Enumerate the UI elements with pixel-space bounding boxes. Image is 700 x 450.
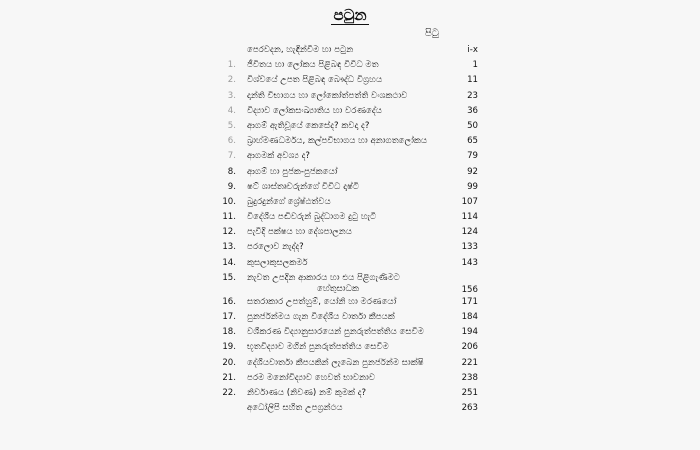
toc-entry-number: 12. (222, 227, 236, 238)
toc-entry-title (247, 168, 442, 177)
toc-entry (210, 183, 478, 198)
toc-entry-page: 11 (467, 75, 478, 86)
toc-entry-title (247, 61, 442, 70)
toc-entry-number: 14. (222, 257, 236, 268)
toc-entry (210, 389, 478, 404)
toc-entry-page: 156 (461, 284, 478, 295)
toc-entry-number: 3. (227, 90, 236, 101)
toc-entry-page: 143 (461, 257, 478, 268)
toc-entry (210, 359, 478, 374)
toc-entry-page: 124 (461, 227, 478, 238)
toc-entry-title-line: විශ්වයේ උපත පිළිබඳ බෞද්ධ විග්‍රහය (247, 75, 383, 86)
toc-entry-title (247, 137, 442, 146)
toc-entry-title-line: විද්‍යාව ලෝකසංඛ්‍යාතිය හා වරණදේය (247, 105, 382, 116)
toc-entry-page: 114 (461, 212, 478, 223)
toc-entry-title-line: සතරාකාර උපත්හුම්, යෝනි හා මරණයෝ (247, 296, 397, 307)
toc-entry-page: 50 (467, 120, 478, 131)
toc-entry-title (247, 183, 442, 192)
toc-entry (210, 152, 478, 167)
toc-entry-page: 36 (467, 105, 478, 116)
toc-entry-number: 15. (222, 272, 236, 283)
toc-entry-title (247, 213, 442, 222)
page-column-header: පිටු (425, 28, 439, 39)
toc-entry-title-line: ජීවිතය හා ලෝකය පිළිබඳ විවිධ මත (247, 60, 379, 71)
toc-entry-page: 221 (461, 357, 478, 368)
toc-entry (210, 404, 478, 419)
toc-entry-number: 19. (222, 342, 236, 353)
toc-entry-title-line: බ්‍රාහ්මණධර්මය, කල්පවිභාගය හා අනාගතලෝකය (247, 136, 428, 147)
toc-entry-page: 23 (467, 90, 478, 101)
toc-entry-title (247, 152, 442, 161)
toc-entry-title (247, 46, 442, 55)
toc-entry-number: 10. (222, 196, 236, 207)
toc-entry-number: 22. (222, 387, 236, 398)
toc-entry-page: 1 (472, 60, 478, 71)
toc-entry-title (247, 389, 442, 398)
toc-entry-page: 184 (461, 312, 478, 322)
toc-entry (210, 243, 478, 258)
toc-entry-number: 20. (222, 357, 236, 368)
toc-entry-title (247, 343, 442, 352)
toc-entry-number: 8. (227, 166, 236, 177)
toc-entry-title-line: පරම මනෝවිද්‍යාව හෙවත් භාවනාව (247, 372, 376, 383)
toc-entry-title-line: හේතුසාධක (317, 284, 359, 295)
toc-entry-title (247, 76, 442, 85)
toc-entry-number: 2. (227, 75, 236, 86)
toc-entry-title-line: ආගම් ඇතිවූයේ කෙසේද? කවදා ද? (247, 120, 370, 131)
toc-entry-number: 4. (227, 105, 236, 116)
toc-entry-title (247, 243, 442, 252)
toc-entry-title-line: පුනර්ජන්මය ගැන විදේශීය වාර්තා කීපයක් (247, 312, 395, 322)
toc-entry-title (247, 298, 442, 307)
toc-entry-title-line: පැවිදි පක්ෂය හා දේශපාලනය (247, 227, 352, 238)
toc-entry-title (247, 259, 442, 268)
toc-entry-page: 206 (461, 342, 478, 353)
toc-entry-title (247, 359, 442, 368)
toc-entry-title-line: බුදුරදුන්ගේ ශ්‍රේෂ්ඨත්වය (247, 196, 331, 207)
toc-entry-title (247, 374, 442, 383)
toc-entry-title-line: ආගමක් අවශ්‍ය ද? (247, 151, 310, 162)
toc-entry-title (247, 198, 442, 207)
table-of-contents (210, 46, 478, 419)
toc-entry (210, 374, 478, 389)
toc-entry-page: 92 (467, 166, 478, 177)
toc-entry-number: 18. (222, 327, 236, 338)
toc-entry (210, 298, 478, 313)
toc-entry-number: 13. (222, 242, 236, 253)
toc-entry-title-line: අධෝලිපි සහිත උපග්‍රන්ථය (247, 403, 343, 414)
toc-entry-page: 263 (461, 403, 478, 414)
toc-entry-page: 79 (467, 151, 478, 162)
toc-entry-number: 6. (227, 136, 236, 147)
toc-entry (210, 198, 478, 213)
toc-entry-title (247, 228, 442, 237)
toc-entry-number: 5. (227, 120, 236, 131)
toc-entry (210, 343, 478, 358)
toc-entry-title (247, 328, 442, 337)
toc-entry-title-line: ෂට් ශාස්තෘවරුන්ගේ විවිධ දෘෂ්ටි (247, 181, 360, 192)
toc-entry-page: 99 (467, 181, 478, 192)
page-title: පටුන (333, 6, 367, 24)
toc-entry-title-line: පරලොව නැද්ද? (247, 242, 304, 253)
toc-entry-page: 171 (461, 296, 478, 307)
toc-entry (210, 213, 478, 228)
toc-entry (210, 107, 478, 122)
toc-entry (210, 274, 478, 298)
toc-entry-title-line: කුසලාකුසලකර්ම (247, 257, 308, 268)
toc-entry (210, 122, 478, 137)
toc-entry (210, 76, 478, 91)
toc-entry-title-line: විදේශීය පඬිවරුන් බුද්ධාගම දුටු හැටි (247, 212, 377, 223)
toc-entry-title-line: නිර්වාණය (නිවණ) නම් කුමක් ද? (247, 387, 367, 398)
toc-entry-title-line: දේශීයවාර්තා කීපයකින් ලැබෙන පුනර්ජන්ම සාක්ෂි (247, 357, 424, 368)
toc-entry-number: 21. (222, 372, 236, 383)
toc-entry-number: 1. (227, 60, 236, 71)
toc-entry-page: 251 (461, 387, 478, 398)
toc-entry-number: 11. (222, 212, 236, 223)
toc-entry-title (247, 313, 442, 322)
toc-entry-page: 238 (461, 372, 478, 383)
toc-entry-title (247, 107, 442, 116)
toc-entry-page: 65 (467, 136, 478, 147)
toc-entry-title (247, 274, 442, 294)
toc-entry-page: i-x (467, 45, 478, 55)
toc-entry-title-line: දාන්ති විභාගය හා ලෝකෝත්පත්ති වංශකථාව (247, 90, 408, 101)
toc-entry-title (247, 122, 442, 131)
toc-entry (210, 92, 478, 107)
toc-entry-page: 194 (461, 327, 478, 338)
toc-entry-title-line: භූතවිද්‍යාව මගින් පුනරුත්පත්තිය සෙවීම (247, 342, 389, 353)
toc-entry (210, 46, 478, 61)
toc-entry-number: 7. (227, 151, 236, 162)
toc-entry-title-line: නැවත උපදින ආකාරය හා එය පිළිගැණිමට (247, 272, 400, 283)
toc-entry-page: 133 (461, 242, 478, 253)
toc-entry (210, 313, 478, 328)
toc-entry-page: 107 (461, 196, 478, 207)
toc-entry-title-line: වශීකරණ විද්‍යානුසාරයෙන් පුනරුත්පත්තිය සෙවීම (247, 327, 424, 338)
toc-entry-title (247, 92, 442, 101)
toc-entry-title-line: පෙරවදන, හැඳින්වීම හා පටුන (247, 45, 354, 55)
toc-entry-title-line: ආගම් හා පුජක-පුජකයෝ (247, 166, 338, 177)
toc-entry-number: 9. (227, 181, 236, 192)
toc-entry-number: 17. (222, 312, 236, 322)
toc-entry (210, 168, 478, 183)
toc-entry-title (247, 404, 442, 413)
toc-entry-number: 16. (222, 296, 236, 307)
toc-entry (210, 259, 478, 274)
